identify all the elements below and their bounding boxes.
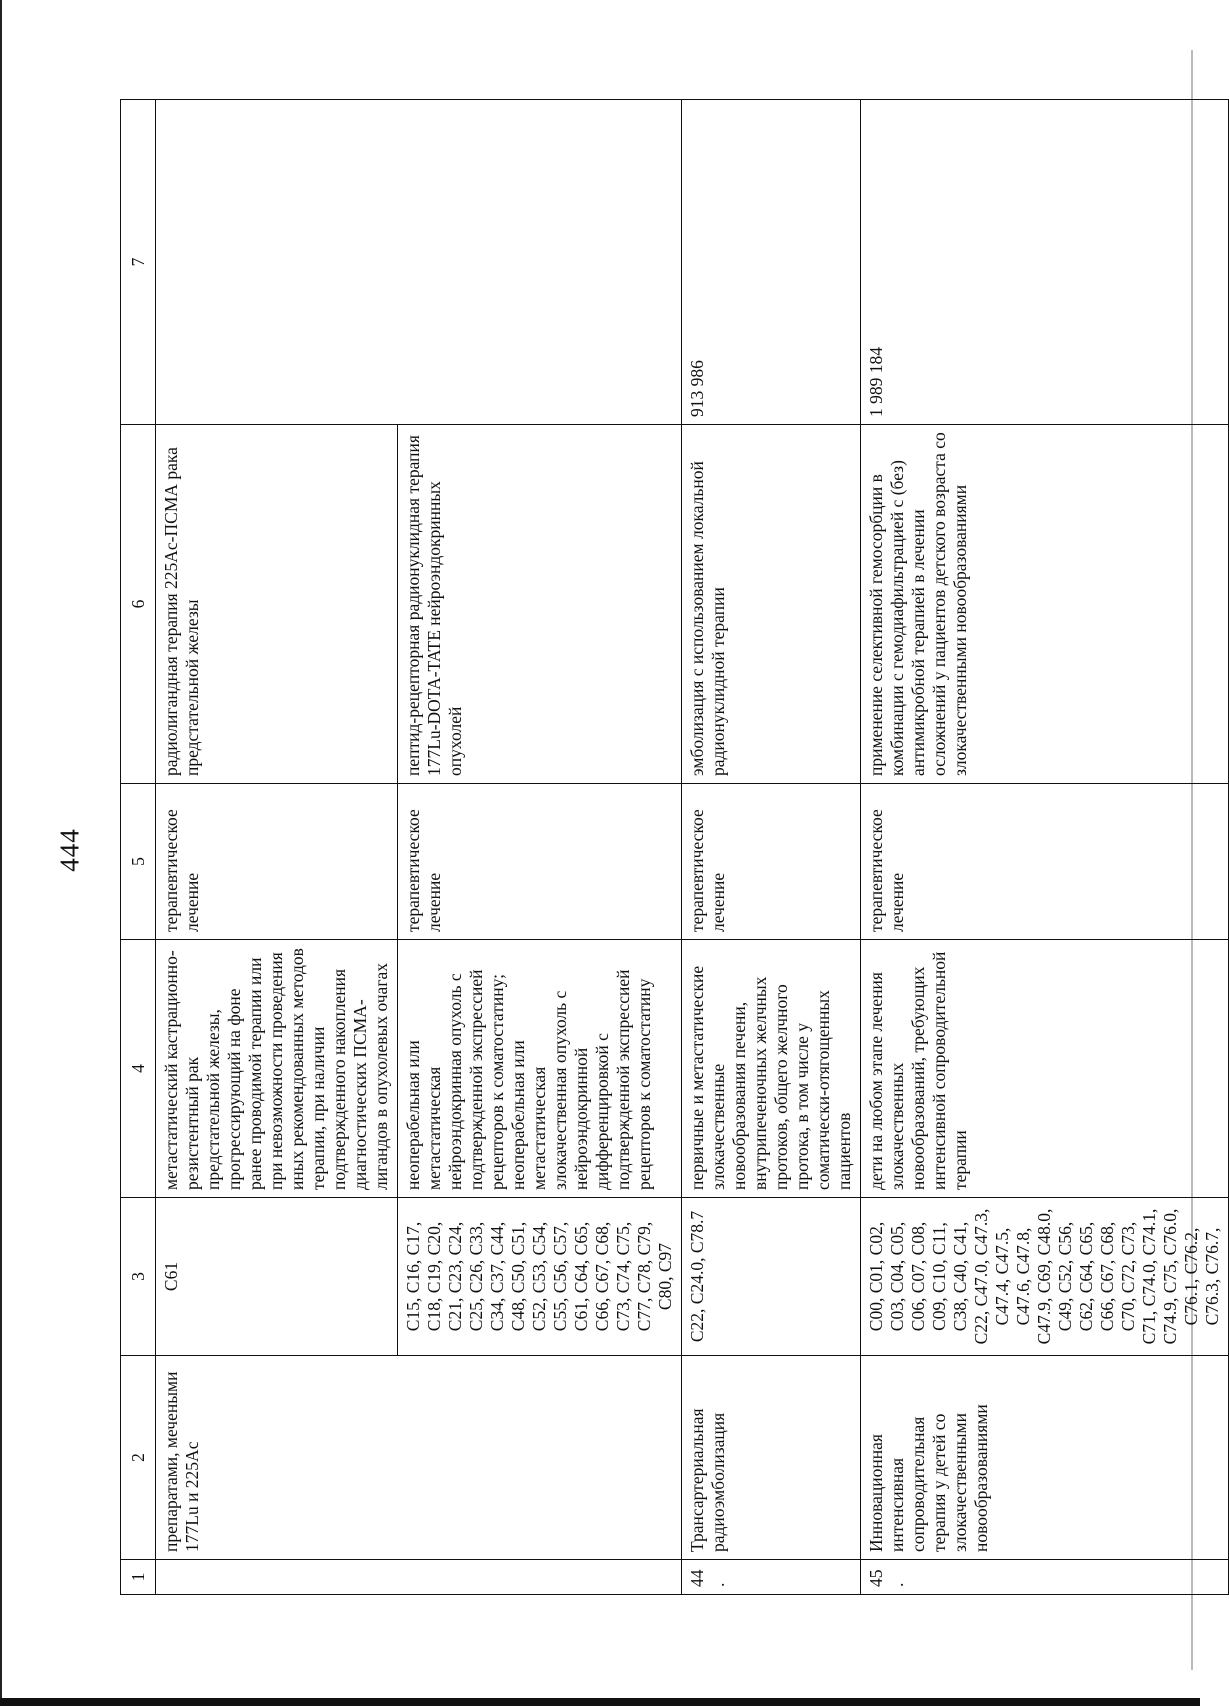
- cost-cell: [398, 100, 682, 425]
- row-number-cell: 45.: [861, 1560, 1229, 1595]
- patient-model-cell: первичные и метастатические злокачественные новообразования печени, внутрипеченочных желчных протоков, общего желчного протока, в том числе у соматически-отягощенных пациентов: [682, 940, 861, 1198]
- treatment-method-cell: эмболизация с использованием локальной радионуклидной терапии: [682, 425, 861, 784]
- scan-left-border: [0, 0, 2, 1706]
- header-row: [121, 100, 156, 1595]
- treatment-type-cell: терапевтическое лечение: [156, 784, 398, 940]
- table-row: [398, 100, 682, 1595]
- icd-codes-cell: C61: [156, 1198, 398, 1356]
- column-header: 4: [121, 940, 156, 1198]
- treatment-method-cell: применение селективной гемосорбции в комбинации с гемодиафильтрацией с (без) антимикробной терапией в лечении осложнений у пациентов детского возраста со злокачественными новообразованиями: [861, 425, 1229, 784]
- cost-cell: [156, 100, 398, 425]
- patient-model-cell: метастатический кастрационно-резистентный рак предстательной железы, прогрессирующий на фоне ранее проводимой терапии или при невозможности проведения иных рекомендованных методов терапии, при наличии подтвержденного накопления диагностических ПСМА-лигандов в опухолевых очагах: [156, 940, 398, 1198]
- treatment-table: [120, 99, 1229, 1595]
- icd-codes-cell: C00, C01, C02, C03, C04, C05, C06, C07, C08, C09, C10, C11, C38, C40, C41, C22, C47.0, C47.3, C47.4, C47.5, C47.6, C47.8, C47.9, C69, C48.0, C49, C52, C56, C62, C64, C65, C66, C67, C68, C70, C72, C73, C71, C74.0, C74.1, C74.9, C75, C76.0, C76.1, C76.2, C76.3, C76.7,: [861, 1198, 1229, 1356]
- column-header: 5: [121, 784, 156, 940]
- column-header: 7: [121, 100, 156, 425]
- rotated-table-container: [120, 100, 1222, 1595]
- column-header: 3: [121, 1198, 156, 1356]
- method-group-cell: Инновационная интенсивная сопроводительная терапия у детей со злокачественными новообразованиями: [861, 1356, 1229, 1560]
- table-row: [861, 100, 1229, 1595]
- row-number-cell: [156, 1560, 398, 1595]
- treatment-method-cell: пептид-рецепторная радионуклидная терапия 177Lu-DOTA-TATE нейроэндокринных опухолей: [398, 425, 682, 784]
- table-row: [682, 100, 861, 1595]
- row-number-cell: 44.: [682, 1560, 861, 1595]
- method-group-cell: [398, 1356, 682, 1560]
- column-header: 2: [121, 1356, 156, 1560]
- treatment-type-cell: терапевтическое лечение: [682, 784, 861, 940]
- cost-cell: 913 986: [682, 100, 861, 425]
- icd-codes-cell: C22, C24.0, C78.7: [682, 1198, 861, 1356]
- method-group-cell: Трансартериальная радиоэмболизация: [682, 1356, 861, 1560]
- treatment-type-cell: терапевтическое лечение: [398, 784, 682, 940]
- treatment-method-cell: радиолигандная терапия 225Ac-ПСМА рака предстательной железы: [156, 425, 398, 784]
- column-header: 1: [121, 1560, 156, 1595]
- page-number: 444: [54, 828, 85, 872]
- row-number-cell: [398, 1560, 682, 1595]
- cost-cell: 1 989 184: [861, 100, 1229, 425]
- icd-codes-cell: C15, C16, C17, C18, C19, C20, C21, C23, C24, C25, C26, C33, C34, C37, C44, C48, C50, C51, C52, C53, C54, C55, C56, C57, C61, C64, C65, C66, C67, C68, C73, C74, C75, C77, C78, C79, C80, C97: [398, 1198, 682, 1356]
- column-header: 6: [121, 425, 156, 784]
- method-group-cell: препаратами, мечеными 177Lu и 225Ac: [156, 1356, 398, 1560]
- treatment-type-cell: терапевтическое лечение: [861, 784, 1229, 940]
- table-row: [156, 100, 398, 1595]
- scan-bottom-band: [0, 1698, 1200, 1706]
- patient-model-cell: неоперабельная или метастатическая нейроэндокринная опухоль с подтвержденной экспрессией рецепторов к соматостатину; неоперабельная или метастатическая злокачественная опухоль с нейроэндокринной дифференцировкой с подтвержденной экспрессией рецепторов к соматостатину: [398, 940, 682, 1198]
- patient-model-cell: дети на любом этапе лечения злокачественных новообразований, требующих интенсивной сопроводительной терапии: [861, 940, 1229, 1198]
